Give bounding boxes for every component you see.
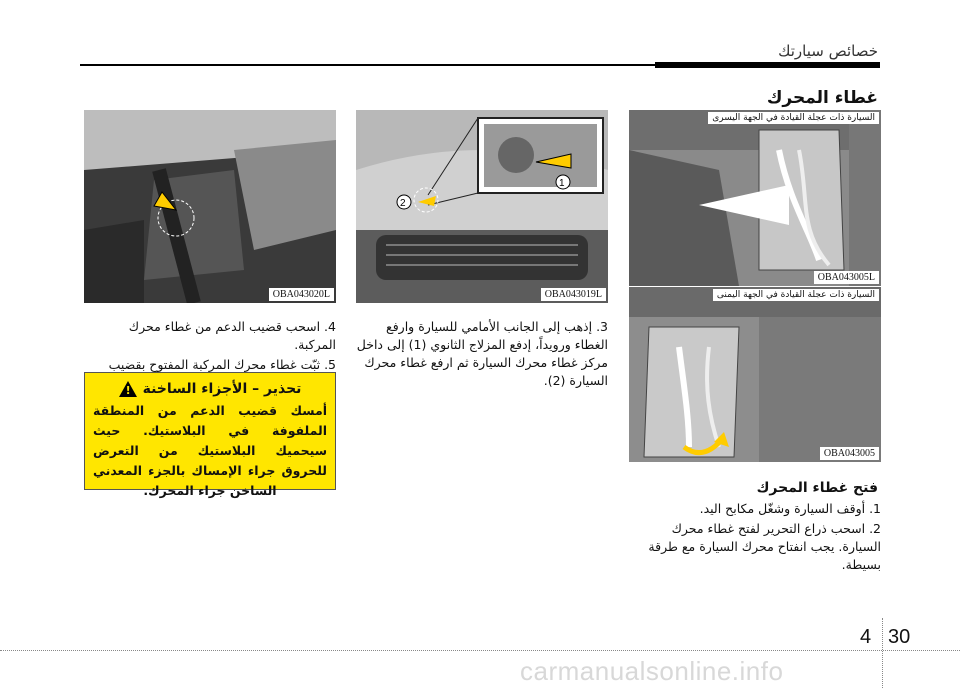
step-4: 4. اسحب قضيب الدعم من غطاء محرك المركبة. (128, 319, 336, 352)
watermark: carmanualsonline.info (520, 656, 784, 686)
footer-divider (882, 618, 883, 688)
page-number: 30 (888, 626, 911, 648)
svg-text:2: 2 (400, 198, 406, 209)
step-5: 5. ثبّت غطاء محرك المركبة المفتوح بقضيب (108, 357, 336, 372)
photo-secondary-latch (356, 110, 608, 303)
warning-text: أمسك قضيب الدعم من المنطقة الملفوفة في البلاستيك. حيث سيحميك البلاستيك من التعرض للحروق جراء الإمساك بالجزء المعدني الساخن جراء المحرك. (93, 403, 327, 498)
subsection-title: فتح غطاء المحرك (756, 480, 878, 496)
step-2: 2. اسحب ذراع التحرير لفتح غطاء محرك السيارة. يجب انفتاح محرك السيارة مع طرقة بسيطة. (648, 521, 881, 572)
header-rule-accent (655, 62, 880, 68)
photo-code: OBA043005L (814, 271, 879, 284)
warning-icon: ! (119, 381, 137, 397)
step-3: 3. إذهب إلى الجانب الأمامي للسيارة وارفع الغطاء ورويداً، إدفع المزلاج الثانوي (1) إلى داخل مركز غطاء محرك السيارة ثم ارفع غطاء محرك السيارة (2). (356, 319, 608, 388)
warning-box (84, 372, 336, 498)
section-title: غطاء المحرك (766, 88, 878, 108)
footer-rule (0, 650, 960, 651)
photo-code: OBA043005 (820, 447, 879, 460)
chapter-number: 4 (860, 626, 872, 648)
warning-title-text: تحذير – الأجزاء الساخنة (142, 381, 302, 397)
photo-code: OBA043019L (541, 288, 606, 301)
warning-title (85, 381, 335, 397)
header-title: خصائص سيارتك (778, 42, 878, 60)
open-steps (629, 500, 881, 576)
photo-support-rod (84, 110, 336, 303)
step-1: 1. أوقف السيارة وشغّل مكابح اليد. (699, 501, 881, 516)
photo-release-lever-lhd (629, 110, 881, 286)
photo-code: OBA043020L (269, 288, 334, 301)
photo-release-lever-rhd (629, 287, 881, 462)
photo-label: السيارة ذات عجلة القيادة في الجهة اليسرى (708, 112, 879, 124)
photo-label: السيارة ذات عجلة القيادة في الجهة اليمنى (713, 289, 879, 301)
svg-text:1: 1 (559, 178, 565, 189)
middle-steps (356, 318, 608, 392)
